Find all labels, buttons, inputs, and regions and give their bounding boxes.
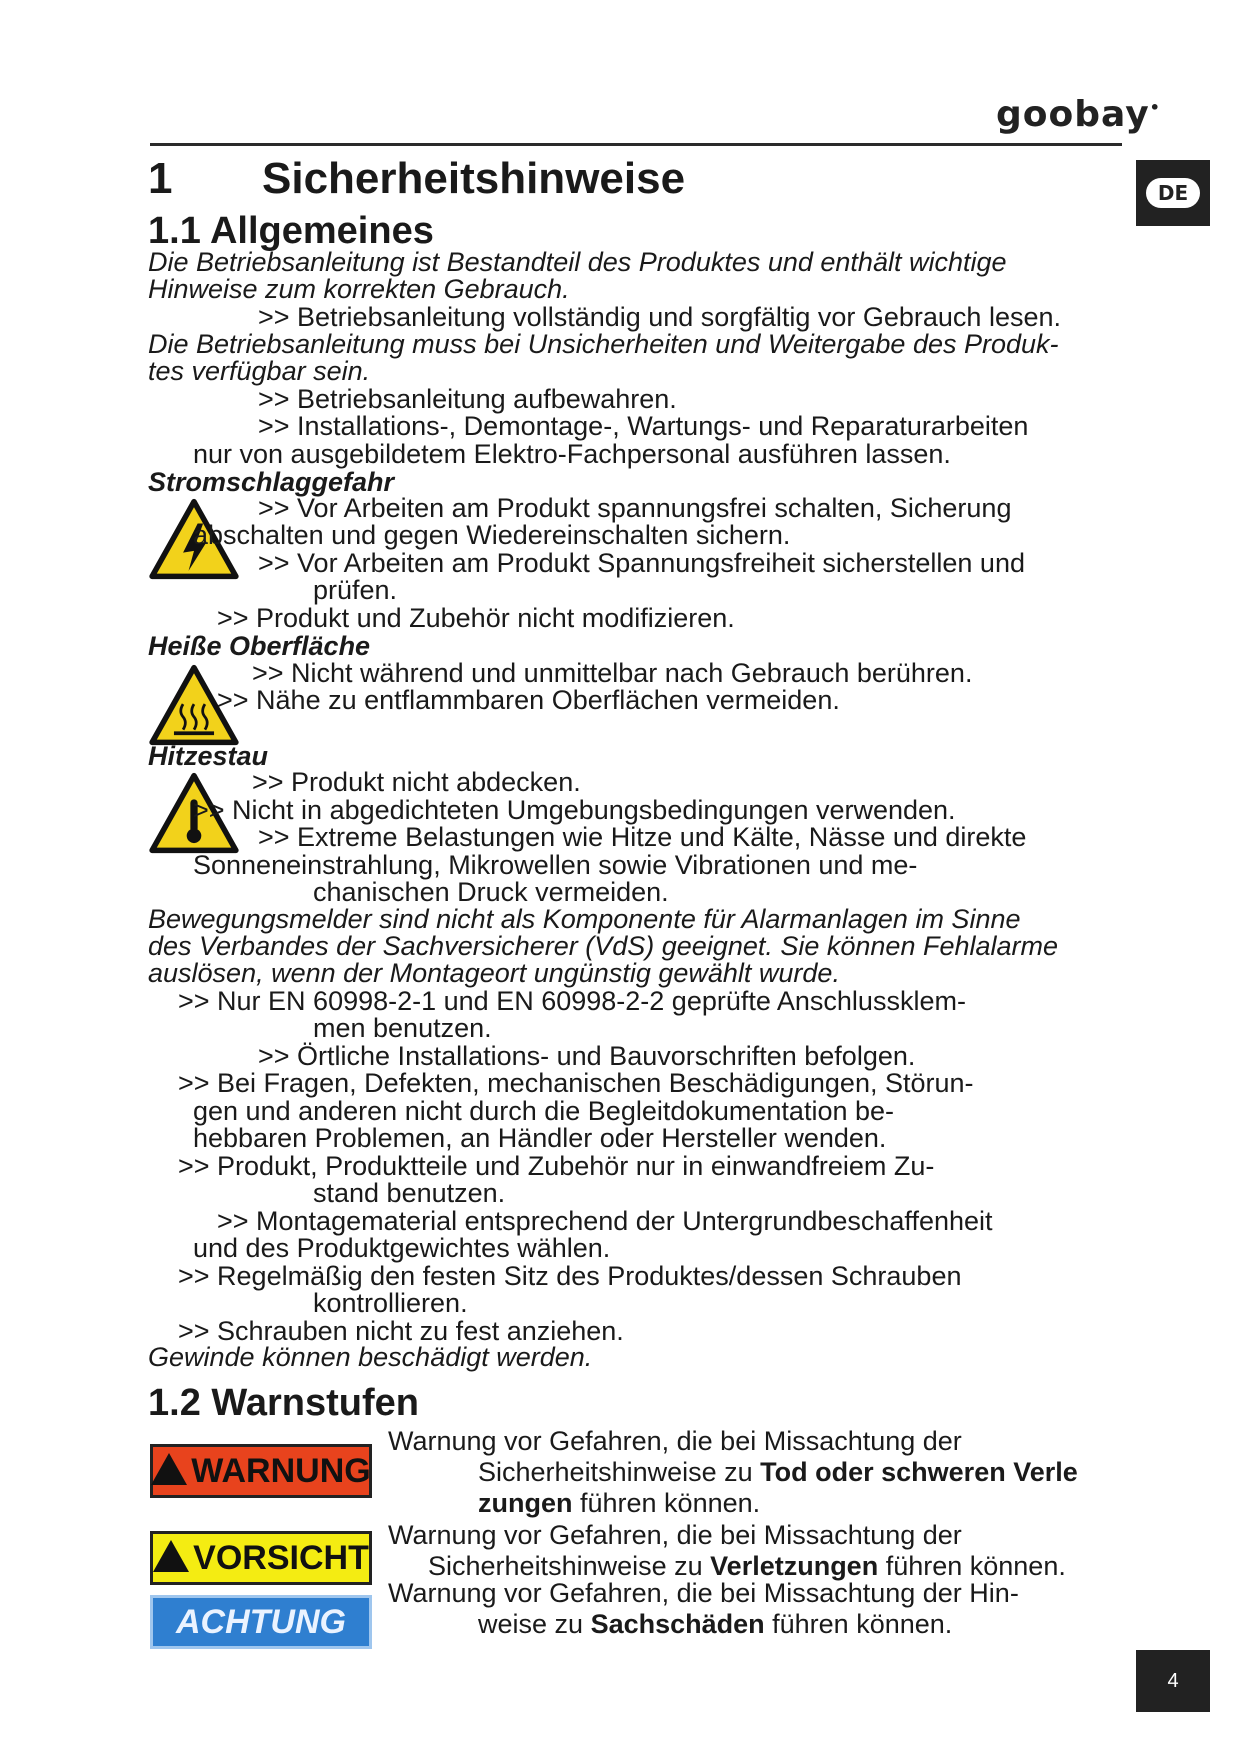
vorsicht-label: [150, 1531, 372, 1585]
achtung-desc-text: weise zu: [478, 1609, 591, 1639]
hazard-heading-heat-buildup: Hitzestau: [148, 741, 269, 771]
instruction-line: >> Installations-, Demontage-, Wartungs- und Reparaturarbeiten: [258, 411, 1029, 441]
hazard-heading-hot-surface: Heiße Oberfläche: [148, 631, 371, 661]
warnung-desc-line: Warnung vor Gefahren, die bei Missachtung der: [388, 1426, 962, 1456]
logo-text: goobay: [996, 94, 1150, 135]
instruction-line: >> Bei Fragen, Defekten, mechanischen Beschädigungen, Störun-: [178, 1068, 974, 1098]
warnung-desc-line: [478, 1489, 760, 1517]
warnung-desc-text: Sicherheitshinweise zu: [478, 1458, 761, 1486]
instruction-line: nur von ausgebildetem Elektro-Fachpersonal ausführen lassen.: [193, 439, 951, 469]
vorsicht-desc-emphasis: Verletzungen: [710, 1551, 879, 1581]
instruction-line: stand benutzen.: [313, 1178, 506, 1208]
instruction-line: hebbaren Problemen, an Händler oder Hersteller wenden.: [193, 1123, 887, 1153]
instruction-line: >> Schrauben nicht zu fest anziehen.: [178, 1316, 624, 1346]
instruction-line: >> Örtliche Installations- und Bauvorschriften befolgen.: [258, 1041, 916, 1071]
instruction-line: chanischen Druck vermeiden.: [313, 877, 669, 907]
logo-dot: •: [1149, 98, 1161, 117]
brand-logo: [996, 94, 1161, 135]
achtung-label: [150, 1595, 372, 1649]
achtung-desc-text: führen können.: [764, 1609, 953, 1639]
header-rule: [150, 143, 1122, 146]
instruction-line: Sonneneinstrahlung, Mikrowellen sowie Vibrationen und me-: [193, 850, 918, 880]
hazard-heading-electric: Stromschlaggefahr: [148, 467, 395, 497]
achtung-label-text: ACHTUNG: [176, 1602, 346, 1641]
instruction-line: >> Extreme Belastungen wie Hitze und Kälte, Nässe und direkte: [258, 822, 1027, 852]
instruction-line: men benutzen.: [313, 1013, 492, 1043]
instruction-line: >> Betriebsanleitung vollständig und sorgfältig vor Gebrauch lesen.: [258, 302, 1061, 332]
instruction-line: >> Nicht in abgedichteten Umgebungsbedingungen verwenden.: [193, 795, 956, 825]
warning-triangle-icon: [151, 1453, 187, 1485]
instruction-line: abschalten und gegen Wiedereinschalten sichern.: [193, 520, 791, 550]
instruction-line: >> Vor Arbeiten am Produkt Spannungsfreiheit sicherstellen und: [258, 548, 1025, 578]
instruction-line: >> Montagematerial entsprechend der Untergrundbeschaffenheit: [217, 1206, 993, 1236]
warnung-desc-emphasis: Tod oder schweren Verle: [760, 1458, 1078, 1486]
language-tab-label: DE: [1146, 178, 1200, 208]
paragraph-line: tes verfügbar sein.: [148, 356, 371, 386]
warnung-desc-emphasis: zungen: [478, 1488, 573, 1518]
vorsicht-desc-text: Sicherheitshinweise zu: [428, 1551, 711, 1581]
instruction-line: gen und anderen nicht durch die Begleitdokumentation be-: [193, 1096, 894, 1126]
paragraph-line: Hinweise zum korrekten Gebrauch.: [148, 274, 570, 304]
instruction-line: >> Produkt nicht abdecken.: [252, 767, 581, 797]
paragraph-line: auslösen, wenn der Montageort ungünstig gewählt wurde.: [148, 958, 840, 988]
instruction-line: prüfen.: [313, 575, 398, 605]
instruction-line: >> Betriebsanleitung aufbewahren.: [258, 384, 677, 414]
vorsicht-desc-line: Warnung vor Gefahren, die bei Missachtung der: [388, 1520, 962, 1550]
section-title-warnstufen: 1.2 Warnstufen: [148, 1382, 419, 1424]
warning-triangle-icon: [153, 1540, 189, 1572]
instruction-line: >> Nähe zu entflammbaren Oberflächen vermeiden.: [217, 685, 840, 715]
instruction-line: >> Regelmäßig den festen Sitz des Produktes/dessen Schrauben: [178, 1261, 962, 1291]
instruction-line: >> Nicht während und unmittelbar nach Gebrauch berühren.: [252, 658, 973, 688]
warnung-desc-text: führen können.: [572, 1488, 761, 1518]
language-tab: [1136, 160, 1210, 226]
paragraph-line: Die Betriebsanleitung muss bei Unsicherheiten und Weitergabe des Produk-: [148, 329, 1059, 359]
chapter-number: 1: [148, 154, 173, 203]
instruction-line: kontrollieren.: [313, 1288, 468, 1318]
warnung-label: [150, 1444, 372, 1498]
vorsicht-desc-text: führen können.: [878, 1551, 1066, 1581]
achtung-desc-line: [478, 1610, 952, 1638]
page-number: 4: [1136, 1650, 1210, 1712]
vorsicht-label-text: VORSICHT: [193, 1538, 369, 1577]
paragraph-line: Gewinde können beschädigt werden.: [148, 1342, 593, 1372]
achtung-desc-line: Warnung vor Gefahren, die bei Missachtung der Hin-: [388, 1578, 1019, 1608]
instruction-line: >> Nur EN 60998-2-1 und EN 60998-2-2 geprüfte Anschlussklem-: [178, 986, 966, 1016]
instruction-line: und des Produktgewichtes wählen.: [193, 1233, 611, 1263]
chapter-title: Sicherheitshinweise: [262, 154, 686, 203]
achtung-desc-emphasis: Sachschäden: [590, 1609, 765, 1639]
instruction-line: >> Produkt und Zubehör nicht modifizieren.: [217, 603, 735, 633]
instruction-line: >> Vor Arbeiten am Produkt spannungsfrei schalten, Sicherung: [258, 493, 1012, 523]
paragraph-line: Bewegungsmelder sind nicht als Komponente für Alarmanlagen im Sinne: [148, 904, 1021, 934]
paragraph-line: des Verbandes der Sachversicherer (VdS) geeignet. Sie können Fehlalarme: [148, 931, 1059, 961]
warnung-desc-line: [478, 1458, 1210, 1486]
section-title-allgemeines: 1.1 Allgemeines: [148, 210, 434, 252]
paragraph-line: Die Betriebsanleitung ist Bestandteil des Produktes und enthält wichtige: [148, 247, 1007, 277]
warnung-label-text: WARNUNG: [191, 1451, 371, 1490]
instruction-line: >> Produkt, Produktteile und Zubehör nur in einwandfreiem Zu-: [178, 1151, 935, 1181]
vorsicht-desc-line: [428, 1552, 1066, 1580]
